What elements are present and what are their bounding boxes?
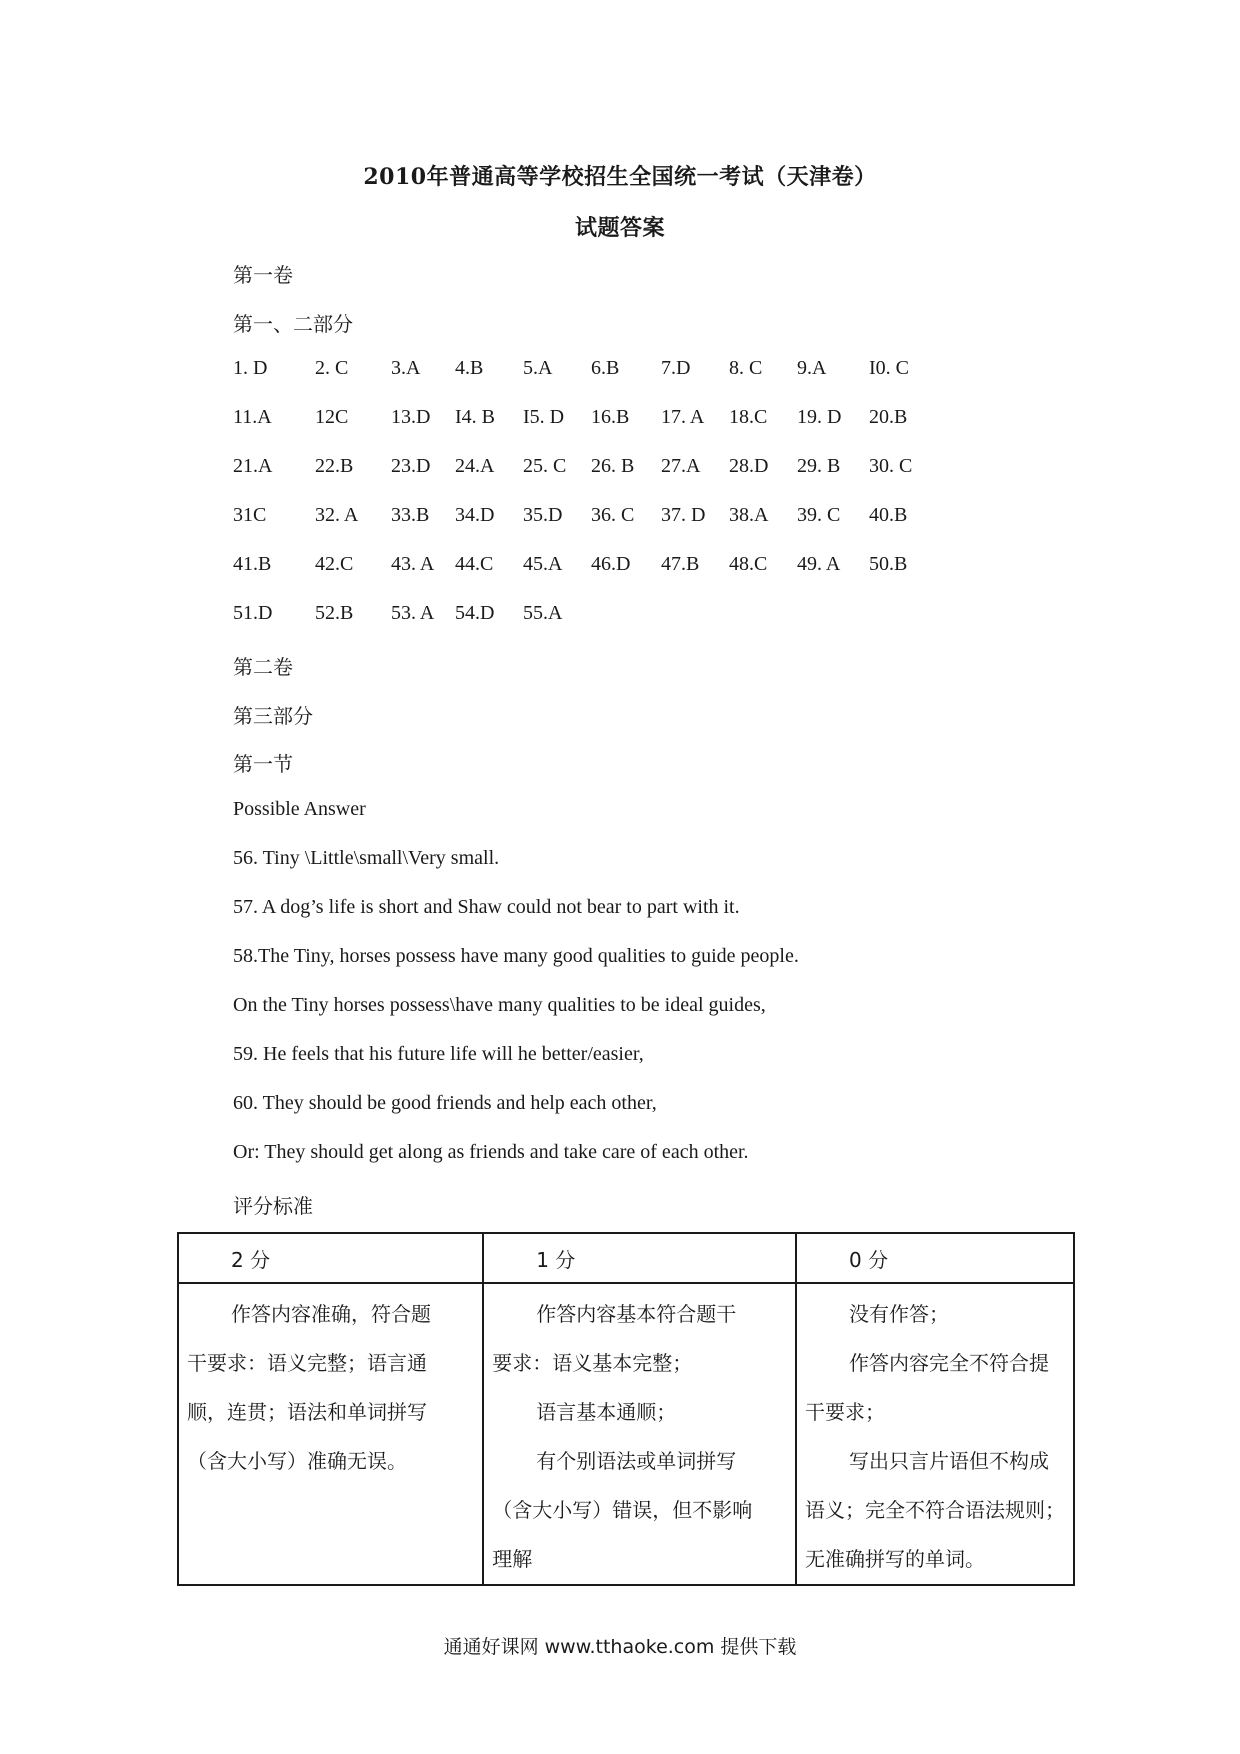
answer-item: 38.A: [729, 504, 769, 526]
possible-answer-label: Possible Answer: [233, 798, 366, 820]
answer-item: 17. A: [661, 406, 705, 428]
cell-text: 有个别语法或单词拼写: [536, 1449, 737, 1473]
answer-line: 58.The Tiny, horses possess have many good qualities to guide people.: [233, 945, 799, 967]
answer-item: 50.B: [869, 553, 908, 575]
part-heading: 第一、二部分: [233, 312, 353, 336]
answer-item: 53. A: [391, 602, 435, 624]
cell-text: 作答内容基本符合题干: [536, 1302, 737, 1326]
answer-item: 2. C: [315, 357, 349, 379]
answer-item: 19. D: [797, 406, 842, 428]
answer-item: 27.A: [661, 455, 701, 477]
answer-item: 24.A: [455, 455, 495, 477]
answer-item: 32. A: [315, 504, 359, 526]
answer-item: 42.C: [315, 553, 354, 575]
answer-item: 31C: [233, 504, 267, 526]
answer-item: 40.B: [869, 504, 908, 526]
answer-item: 12C: [315, 406, 349, 428]
answer-item: 36. C: [591, 504, 635, 526]
footer-credit: 通通好课网 www.tthaoke.com 提供下载: [443, 1636, 797, 1658]
answer-item: 47.B: [661, 553, 700, 575]
answer-item: 5.A: [523, 357, 553, 379]
answer-item: 55.A: [523, 602, 563, 624]
answer-item: 45.A: [523, 553, 563, 575]
answer-item: 1. D: [233, 357, 268, 379]
answer-item: 22.B: [315, 455, 354, 477]
page-subtitle: 试题答案: [574, 215, 665, 241]
cell-text: 干要求：语义完整；语言通: [187, 1351, 427, 1375]
subsection-heading: 第一节: [233, 752, 293, 776]
grading-header-row: [178, 1233, 1074, 1283]
cell-text: （含大小写）错误，但不影响: [492, 1498, 753, 1522]
cell-text: 语言基本通顺；: [536, 1400, 677, 1424]
answer-item: I4. B: [455, 406, 495, 428]
answer-item: 39. C: [797, 504, 841, 526]
answer-item: 23.D: [391, 455, 431, 477]
answer-item: 8. C: [729, 357, 763, 379]
answer-row: [233, 504, 953, 534]
answer-row: [233, 553, 953, 583]
answer-row: [233, 602, 953, 632]
answer-line: 57. A dog’s life is short and Shaw could not bear to part with it.: [233, 896, 740, 918]
answer-item: 20.B: [869, 406, 908, 428]
cell-text: 无准确拼写的单词。: [805, 1547, 985, 1571]
answer-item: 44.C: [455, 553, 494, 575]
grading-header: 1 分: [483, 1233, 796, 1283]
grading-header: 2 分: [178, 1233, 483, 1283]
grading-header: 0 分: [796, 1233, 1074, 1283]
answer-item: I0. C: [869, 357, 909, 379]
answer-item: 25. C: [523, 455, 567, 477]
answer-line: 56. Tiny \Little\small\Very small.: [233, 847, 500, 869]
page-title: 2010年普通高等学校招生全国统一考试（天津卷）: [363, 164, 877, 190]
answer-item: 13.D: [391, 406, 431, 428]
answer-line: On the Tiny horses possess\have many qualities to be ideal guides,: [233, 994, 766, 1016]
cell-text: 作答内容完全不符合提: [849, 1351, 1049, 1375]
answer-item: 3.A: [391, 357, 421, 379]
answer-item: 4.B: [455, 357, 484, 379]
answer-item: 33.B: [391, 504, 430, 526]
cell-text: 干要求；: [805, 1400, 885, 1424]
cell-text: 没有作答；: [849, 1302, 949, 1326]
answer-item: 37. D: [661, 504, 706, 526]
answer-item: 18.C: [729, 406, 768, 428]
grading-title: 评分标准: [233, 1194, 313, 1218]
grading-cell-2: [178, 1283, 483, 1585]
answer-item: 51.D: [233, 602, 273, 624]
grading-table: [177, 1232, 1075, 1586]
cell-text: 写出只言片语但不构成: [849, 1449, 1049, 1473]
cell-text: 作答内容准确，符合题: [231, 1302, 431, 1326]
grading-cell-1: [483, 1283, 796, 1585]
answer-item: 16.B: [591, 406, 630, 428]
answer-item: 49. A: [797, 553, 841, 575]
answer-line: Or: They should get along as friends and take care of each other.: [233, 1141, 749, 1163]
cell-text: （含大小写）准确无误。: [187, 1449, 407, 1473]
cell-text: 理解: [492, 1547, 533, 1571]
answer-item: 43. A: [391, 553, 435, 575]
answer-item: 30. C: [869, 455, 913, 477]
answer-item: 21.A: [233, 455, 273, 477]
answer-row: [233, 455, 953, 485]
answer-item: 34.D: [455, 504, 495, 526]
answer-item: 48.C: [729, 553, 768, 575]
answer-item: 26. B: [591, 455, 635, 477]
answer-line: 60. They should be good friends and help each other,: [233, 1092, 657, 1114]
answer-item: I5. D: [523, 406, 565, 428]
answer-item: 28.D: [729, 455, 769, 477]
answer-item: 35.D: [523, 504, 563, 526]
answer-row: [233, 357, 953, 387]
section-heading: 第二卷: [233, 655, 293, 679]
answer-line: 59. He feels that his future life will he better/easier,: [233, 1043, 644, 1065]
answer-item: 11.A: [233, 406, 272, 428]
answer-item: 52.B: [315, 602, 354, 624]
cell-text: 要求：语义基本完整；: [492, 1351, 693, 1375]
answer-item: 7.D: [661, 357, 691, 379]
answer-item: 41.B: [233, 553, 272, 575]
answer-item: 54.D: [455, 602, 495, 624]
cell-text: 语义；完全不符合语法规则；: [805, 1498, 1065, 1522]
cell-text: 顺，连贯；语法和单词拼写: [187, 1400, 427, 1424]
grading-cell-0: [796, 1283, 1074, 1585]
answer-item: 29. B: [797, 455, 841, 477]
section-heading: 第一卷: [233, 263, 293, 287]
answer-item: 6.B: [591, 357, 620, 379]
grading-row: [178, 1283, 1074, 1585]
part-heading: 第三部分: [233, 704, 313, 728]
answer-row: [233, 406, 953, 436]
answer-item: 9.A: [797, 357, 827, 379]
answer-item: 46.D: [591, 553, 631, 575]
